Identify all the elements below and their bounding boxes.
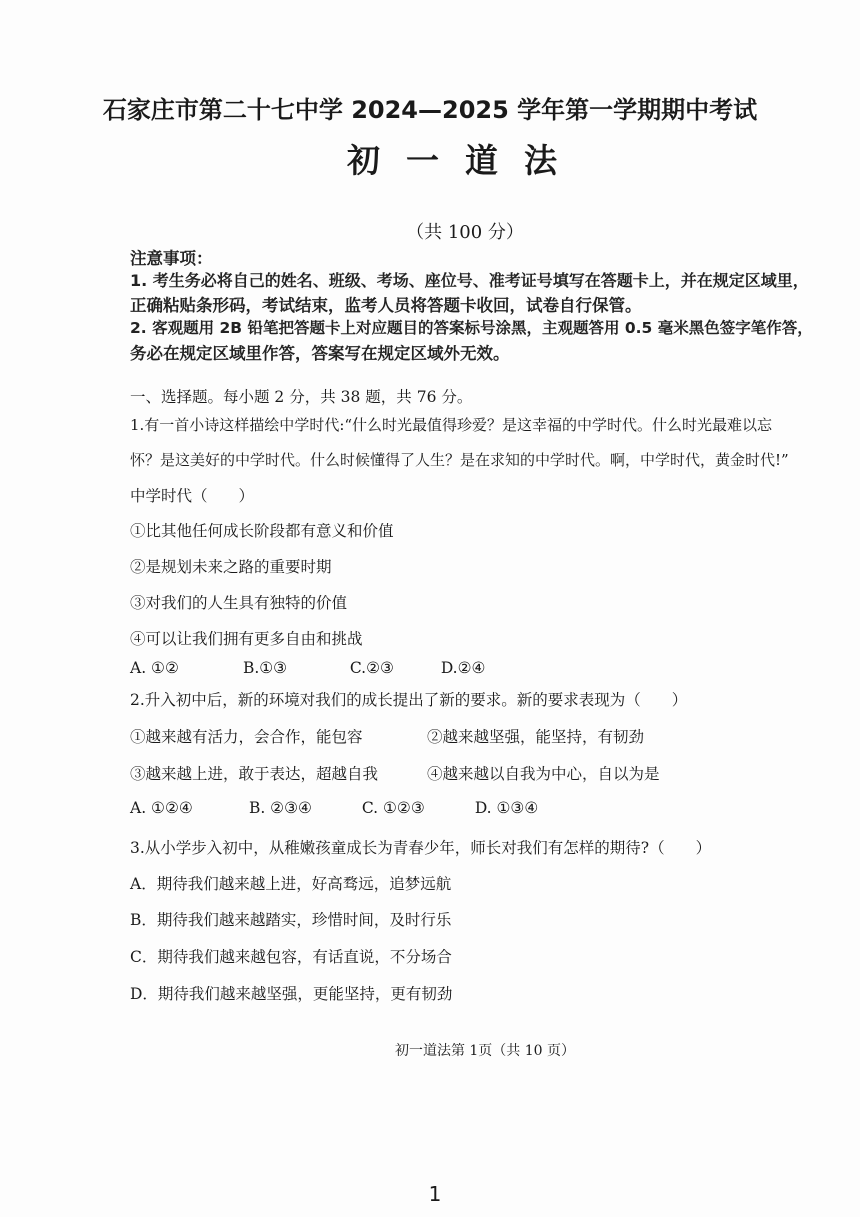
q3-option-b: B．期待我们越来越踏实，珍惜时间，及时行乐 <box>130 911 452 929</box>
q2-options <box>130 799 538 817</box>
notice-item1-line1: 1. 考生务必将自己的姓名、班级、考场、座位号、准考证号填写在答题卡上，并在规定区域里， <box>130 271 809 290</box>
notice-item2-line1: 2. 客观题用 2B 铅笔把答题卡上对应题目的答案标号涂黑，主观题答用 0.5 毫米黑色签字笔作答， <box>130 319 813 337</box>
q1-stem-line1: 1.有一首小诗这样描绘中学时代:“什么时光最值得珍爱？是这幸福的中学时代。什么时光最难以忘 <box>130 416 773 434</box>
q1-stem-line2: 怀？是这美好的中学时代。什么时候懂得了人生？是在求知的中学时代。啊，中学时代，黄金时代!” <box>130 451 789 469</box>
q2-statement-4: ④越来越以自我为中心，自以为是 <box>426 765 660 783</box>
q3-stem: 3.从小学步入初中，从稚嫩孩童成长为青春少年，师长对我们有怎样的期待?（ ） <box>130 839 712 857</box>
q2-statements-row1 <box>130 725 644 747</box>
q2-option-c: C. ①②③ <box>361 799 425 817</box>
section1-heading: 一、选择题。每小题 2 分，共 38 题，共 76 分。 <box>130 388 473 406</box>
q2-statements-row2 <box>130 762 659 784</box>
q3-option-d: D．期待我们越来越坚强，更能坚持，更有韧劲 <box>130 985 453 1003</box>
q1-option-b: B.①③ <box>242 659 288 677</box>
q2-option-b: B. ②③④ <box>248 799 312 817</box>
notice-item1-line2: 正确粘贴条形码，考试结束，监考人员将答题卡收回，试卷自行保管。 <box>130 296 642 315</box>
q1-option-a: A. ①② <box>130 659 179 677</box>
q3-option-c: C．期待我们越来越包容，有话直说，不分场合 <box>130 948 452 966</box>
q2-option-d: D. ①③④ <box>474 799 539 817</box>
subject-title: 初一道法 <box>347 141 583 180</box>
total-score: （共 100 分） <box>406 222 524 243</box>
q1-statement-2: ②是规划未来之路的重要时期 <box>130 558 332 576</box>
q2-statement-1: ①越来越有活力，会合作，能包容 <box>130 728 363 746</box>
notice-item2-line2: 务必在规定区域里作答，答案写在规定区域外无效。 <box>130 344 510 363</box>
q3-option-a: A．期待我们越来越上进，好高骛远，追梦远航 <box>130 875 452 893</box>
q2-statement-2: ②越来越坚强，能坚持，有韧劲 <box>426 728 644 746</box>
q1-stem-line3: 中学时代（ ） <box>130 487 255 505</box>
q2-stem: 2.升入初中后，新的环境对我们的成长提出了新的要求。新的要求表现为（ ） <box>130 691 688 709</box>
notice-heading: 注意事项： <box>130 249 213 268</box>
q1-options <box>130 659 485 677</box>
q1-option-d: D.②④ <box>440 659 486 677</box>
q1-statement-3: ③对我们的人生具有独特的价值 <box>130 594 348 612</box>
q2-option-a: A. ①②④ <box>130 799 193 817</box>
page-number: 1 <box>428 1182 442 1206</box>
q1-statement-4: ④可以让我们拥有更多自由和挑战 <box>130 630 363 648</box>
q1-statement-1: ①比其他任何成长阶段都有意义和价值 <box>130 522 394 540</box>
q1-option-c: C.②③ <box>349 659 394 677</box>
page-footer: 初一道法第 1页（共 10 页） <box>394 1043 576 1059</box>
q2-statement-3: ③越来越上进，敢于表达，超越自我 <box>130 765 379 783</box>
exam-title: 石家庄市第二十七中学 2024—2025 学年第一学期期中考试 <box>102 96 758 124</box>
